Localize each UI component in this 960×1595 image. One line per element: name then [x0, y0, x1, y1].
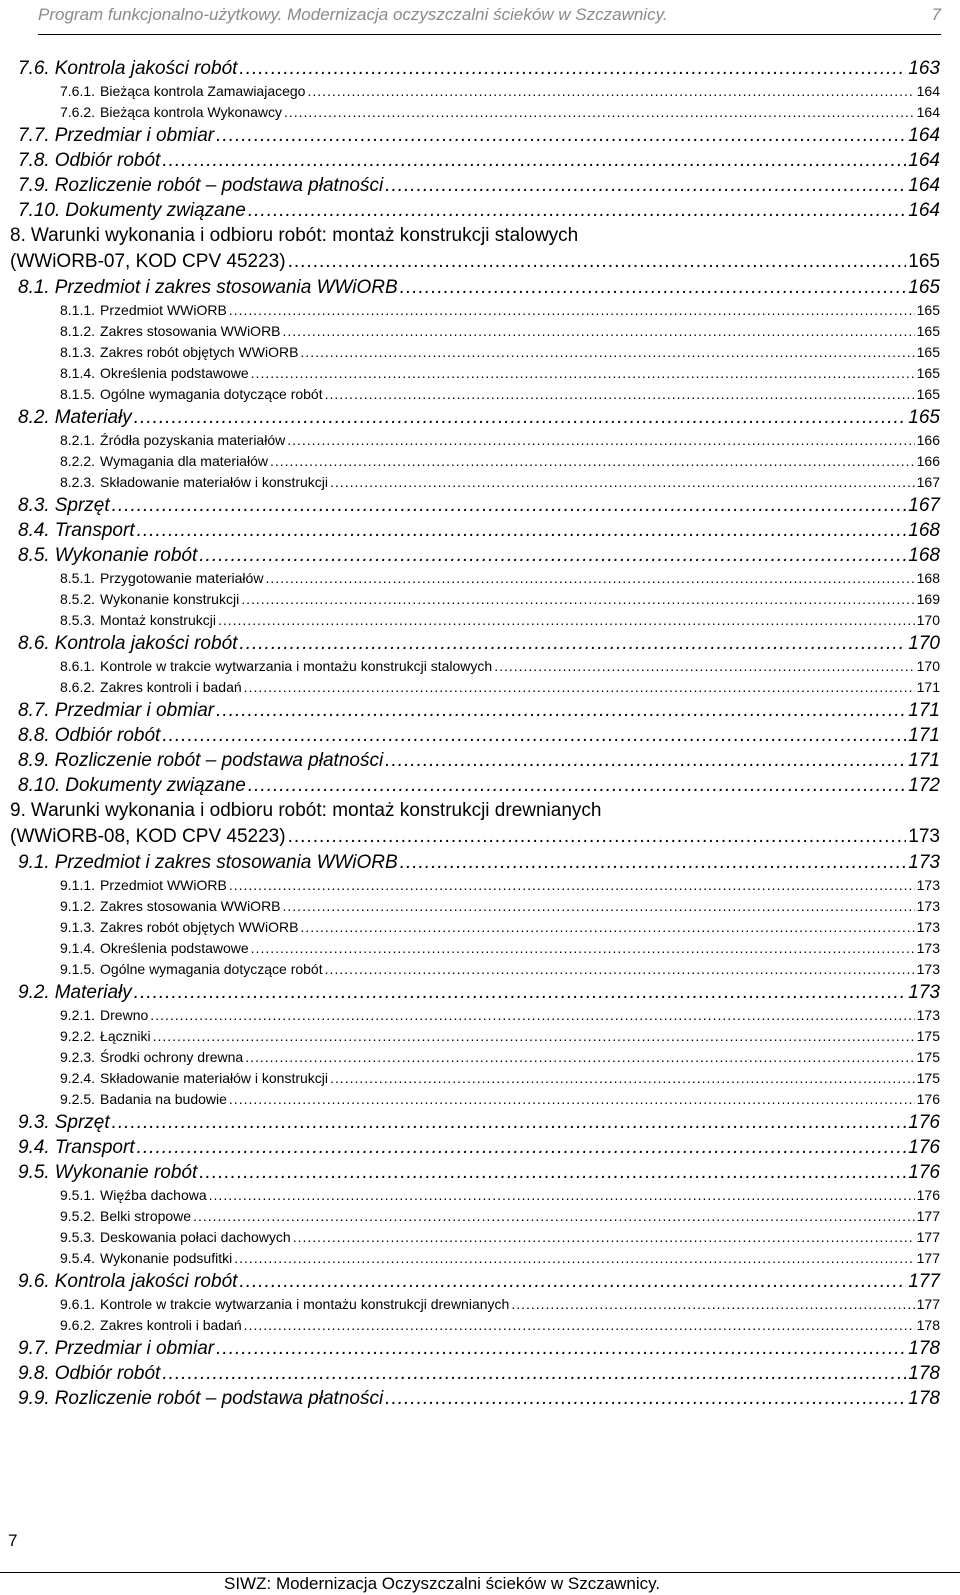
toc-entry[interactable] — [60, 940, 940, 956]
toc-entry-title: Ogólne wymagania dotyczące robót — [100, 386, 323, 402]
toc-entry-title: Wykonanie robót — [54, 545, 198, 566]
toc-entry-title: Składowanie materiałów i konstrukcji — [100, 474, 329, 490]
toc-entry-number: 9.2.1. — [60, 1007, 96, 1023]
toc-leader-dots — [244, 1317, 915, 1333]
toc-entry-title: Bieżąca kontrola Wykonawcy — [100, 104, 282, 120]
toc-entry[interactable] — [10, 826, 940, 848]
toc-entry-title: Przedmiar i obmiar — [54, 700, 215, 721]
toc-entry-page: 164 — [908, 175, 940, 196]
toc-leader-dots — [400, 277, 907, 299]
toc-entry-number: 7.6.2. — [60, 104, 96, 120]
toc-entry-title: Określenia podstawowe — [100, 365, 249, 381]
toc-entry[interactable] — [18, 545, 940, 567]
toc-entry-page: 171 — [908, 750, 940, 771]
toc-leader-dots — [162, 1363, 906, 1385]
toc-leader-dots — [283, 323, 915, 339]
toc-entry[interactable] — [60, 591, 940, 607]
toc-entry[interactable] — [18, 277, 940, 299]
toc-entry-title: Odbiór robót — [54, 1363, 161, 1384]
toc-entry-number: 8.5.3. — [60, 612, 96, 628]
toc-entry-number: 8.1.3. — [60, 344, 96, 360]
toc-leader-dots — [251, 940, 915, 956]
toc-leader-dots — [270, 453, 915, 469]
toc-entry-title: (WWiORB-08, KOD CPV 45223) — [10, 826, 286, 847]
toc-entry-page: 178 — [908, 1363, 940, 1384]
toc-leader-dots — [265, 570, 914, 586]
toc-entry-number: 8.6.1. — [60, 658, 96, 674]
toc-leader-dots — [199, 1162, 906, 1184]
toc-entry-title: Sprzęt — [54, 1112, 110, 1133]
toc-entry-page: 165 — [916, 344, 940, 360]
toc-entry-page: 172 — [908, 775, 940, 796]
toc-entry-title: Kontrola jakości robót — [54, 633, 238, 654]
toc-entry-page: 171 — [916, 679, 940, 695]
toc-entry-page: 176 — [908, 1137, 940, 1158]
toc-leader-dots — [239, 58, 906, 80]
toc-leader-dots — [229, 1091, 915, 1107]
toc-entry[interactable] — [60, 386, 940, 402]
toc-entry-page: 178 — [908, 1388, 940, 1409]
toc-entry-page: 170 — [908, 633, 940, 654]
toc-leader-dots — [248, 200, 906, 222]
toc-entry-number: 8.2.2. — [60, 453, 96, 469]
toc-entry-page: 173 — [916, 898, 940, 914]
toc-entry[interactable] — [60, 612, 940, 628]
toc-entry-title: Określenia podstawowe — [100, 940, 249, 956]
toc-entry-number: 9. — [10, 800, 26, 821]
toc-entry-title: Zakres robót objętych WWiORB — [100, 344, 299, 360]
toc-entry-number: 8.10. — [18, 775, 61, 796]
toc-entry[interactable] — [60, 1250, 940, 1266]
toc-entry-page: 173 — [908, 982, 940, 1003]
toc-entry-page: 165 — [908, 251, 940, 272]
toc-entry-number: 8.1.4. — [60, 365, 96, 381]
toc-entry-title: Montaż konstrukcji — [100, 612, 216, 628]
footer-page-number: 7 — [8, 1531, 18, 1550]
toc-entry-title: Zakres kontroli i badań — [100, 679, 242, 695]
toc-entry-page: 165 — [916, 365, 940, 381]
toc-entry-title: Deskowania połaci dachowych — [100, 1229, 291, 1245]
toc-entry-page: 164 — [908, 150, 940, 171]
toc-leader-dots — [218, 612, 915, 628]
toc-entry-title: Badania na budowie — [100, 1091, 227, 1107]
toc-leader-dots — [162, 150, 906, 172]
toc-entry[interactable] — [10, 251, 940, 273]
toc-entry-title: Środki ochrony drewna — [100, 1049, 244, 1065]
toc-leader-dots — [234, 1250, 914, 1266]
toc-entry-title: Ogólne wymagania dotyczące robót — [100, 961, 323, 977]
toc-entry-page: 170 — [916, 658, 940, 674]
toc-entry[interactable] — [60, 474, 940, 490]
toc-leader-dots — [112, 495, 907, 517]
toc-entry-number: 9.4. — [18, 1137, 50, 1158]
toc-entry-number: 8.3. — [18, 495, 50, 516]
toc-leader-dots — [330, 1070, 915, 1086]
toc-entry[interactable] — [60, 1028, 940, 1044]
toc-leader-dots — [248, 775, 906, 797]
toc-entry-number: 9.1.2. — [60, 898, 96, 914]
toc-entry-page: 177 — [916, 1229, 940, 1245]
toc-entry[interactable] — [60, 323, 940, 339]
toc-entry-number: 8.1.1. — [60, 302, 96, 318]
toc-entry-title: Wymagania dla materiałów — [100, 453, 268, 469]
toc-entry-number: 9.5.1. — [60, 1187, 96, 1203]
toc-entry-page: 165 — [908, 277, 940, 298]
toc-entry-title: Przedmiar i obmiar — [54, 125, 215, 146]
toc-entry-number: 9.6. — [18, 1271, 50, 1292]
toc-entry-number: 7.6. — [18, 58, 50, 79]
toc-entry-number: 8.5.1. — [60, 570, 96, 586]
toc-leader-dots — [251, 365, 915, 381]
toc-entry[interactable] — [60, 1091, 940, 1107]
toc-entry[interactable] — [18, 1137, 940, 1159]
toc-entry[interactable] — [18, 633, 940, 655]
toc-entry-title: Zakres stosowania WWiORB — [100, 898, 281, 914]
toc-entry[interactable] — [18, 1363, 940, 1385]
toc-leader-dots — [134, 407, 907, 429]
toc-entry-number: 8.9. — [18, 750, 50, 771]
toc-entry-title: Przedmiot i zakres stosowania WWiORB — [54, 852, 398, 873]
toc-entry-number: 7.10. — [18, 200, 61, 221]
toc-entry-number: 9.1.4. — [60, 940, 96, 956]
toc-entry[interactable] — [18, 1388, 940, 1410]
toc-leader-dots — [300, 344, 914, 360]
toc-entry-page: 173 — [908, 852, 940, 873]
toc-entry[interactable] — [18, 1271, 940, 1293]
toc-leader-dots — [153, 1028, 915, 1044]
toc-leader-dots — [209, 1187, 915, 1203]
toc-entry-page: 175 — [916, 1049, 940, 1065]
toc-entry-page: 176 — [908, 1112, 940, 1133]
toc-leader-dots — [293, 1229, 915, 1245]
toc-entry-page: 168 — [916, 570, 940, 586]
toc-entry-title: Rozliczenie robót – podstawa płatności — [54, 750, 384, 771]
toc-entry-page: 177 — [916, 1250, 940, 1266]
toc-entry-page: 169 — [916, 591, 940, 607]
toc-entry-page: 165 — [916, 386, 940, 402]
toc-entry-page: 171 — [908, 725, 940, 746]
toc-entry-title: Zakres kontroli i badań — [100, 1317, 242, 1333]
toc-entry-number: 8.6. — [18, 633, 50, 654]
toc-entry[interactable] — [10, 800, 601, 822]
toc-entry[interactable] — [60, 1187, 940, 1203]
toc-entry-title: Przedmiar i obmiar — [54, 1338, 215, 1359]
toc-leader-dots — [216, 700, 906, 722]
toc-leader-dots — [229, 302, 915, 318]
toc-leader-dots — [216, 125, 906, 147]
toc-entry-page: 177 — [916, 1296, 940, 1312]
toc-entry-title: Drewno — [100, 1007, 149, 1023]
toc-entry-number: 9.5.2. — [60, 1208, 96, 1224]
toc-entry-page: 173 — [916, 961, 940, 977]
toc-entry-number: 8.1. — [18, 277, 50, 298]
toc-entry-title: Dokumenty związane — [65, 200, 246, 221]
toc-entry-page: 167 — [916, 474, 940, 490]
toc-entry-title: Zakres robót objętych WWiORB — [100, 919, 299, 935]
toc-entry-title: Kontrole w trakcie wytwarzania i montażu konstrukcji drewnianych — [100, 1296, 510, 1312]
toc-leader-dots — [244, 679, 915, 695]
toc-entry-title: Belki stropowe — [100, 1208, 192, 1224]
toc-entry[interactable] — [60, 679, 940, 695]
toc-entry-number: 9.2.5. — [60, 1091, 96, 1107]
toc-leader-dots — [400, 852, 907, 874]
toc-entry-page: 176 — [916, 1091, 940, 1107]
toc-leader-dots — [216, 1338, 906, 1360]
toc-entry-number: 9.5.3. — [60, 1229, 96, 1245]
toc-entry-page: 163 — [908, 58, 940, 79]
toc-leader-dots — [385, 175, 906, 197]
toc-entry[interactable] — [60, 877, 940, 893]
toc-entry-title: Kontrola jakości robót — [54, 58, 238, 79]
toc-entry-number: 9.2.2. — [60, 1028, 96, 1044]
toc-entry[interactable] — [10, 225, 578, 247]
toc-entry-number: 9.2.4. — [60, 1070, 96, 1086]
toc-entry-page: 168 — [908, 545, 940, 566]
toc-entry[interactable] — [18, 495, 940, 517]
toc-entry-title: Materiały — [54, 407, 132, 428]
toc-entry-title: Bieżąca kontrola Zamawiajacego — [100, 83, 306, 99]
toc-leader-dots — [134, 982, 907, 1004]
toc-entry[interactable] — [60, 898, 940, 914]
toc-entry-number: 9.2.3. — [60, 1049, 96, 1065]
toc-entry-page: 176 — [908, 1162, 940, 1183]
toc-entry-page: 170 — [916, 612, 940, 628]
toc-entry[interactable] — [18, 1162, 940, 1184]
toc-entry[interactable] — [18, 750, 940, 772]
toc-entry-page: 173 — [916, 940, 940, 956]
toc-entry-page: 175 — [916, 1028, 940, 1044]
header-title: Program funkcjonalno-użytkowy. Modernizacja oczyszczalni ścieków w Szczawnicy. — [38, 5, 668, 24]
toc-entry[interactable] — [60, 1007, 940, 1023]
toc-leader-dots — [511, 1296, 914, 1312]
toc-entry[interactable] — [60, 1296, 940, 1312]
toc-entry-title: Wykonanie konstrukcji — [100, 591, 240, 607]
toc-leader-dots — [494, 658, 914, 674]
toc-entry-number: 8.5. — [18, 545, 50, 566]
toc-entry-number: 8.6.2. — [60, 679, 96, 695]
toc-entry-title: Kontrole w trakcie wytwarzania i montażu konstrukcji stalowych — [100, 658, 493, 674]
toc-entry[interactable] — [60, 302, 940, 318]
toc-leader-dots — [137, 1137, 907, 1159]
toc-entry-number: 8.4. — [18, 520, 50, 541]
header-page-number: 7 — [931, 5, 941, 24]
toc-entry-number: 9.1.1. — [60, 877, 96, 893]
toc-entry-number: 7.7. — [18, 125, 50, 146]
toc-entry-number: 8.7. — [18, 700, 50, 721]
toc-entry-title: Przedmiot i zakres stosowania WWiORB — [54, 277, 398, 298]
toc-leader-dots — [300, 919, 914, 935]
toc-entry-page: 164 — [908, 200, 940, 221]
toc-entry-title: Kontrola jakości robót — [54, 1271, 238, 1292]
toc-leader-dots — [325, 961, 915, 977]
toc-leader-dots — [385, 750, 906, 772]
toc-entry-title: Dokumenty związane — [65, 775, 246, 796]
toc-entry-page: 165 — [916, 302, 940, 318]
toc-leader-dots — [330, 474, 915, 490]
toc-entry[interactable] — [18, 775, 940, 797]
footer-divider — [0, 1572, 960, 1573]
toc-entry-title: Rozliczenie robót – podstawa płatności — [54, 1388, 384, 1409]
toc-entry-title: Przygotowanie materiałów — [100, 570, 264, 586]
toc-entry-page: 168 — [908, 520, 940, 541]
toc-entry-title: (WWiORB-07, KOD CPV 45223) — [10, 251, 286, 272]
toc-leader-dots — [199, 545, 906, 567]
toc-entry-number: 9.5.4. — [60, 1250, 96, 1266]
toc-entry-number: 9.7. — [18, 1338, 50, 1359]
toc-entry-page: 164 — [908, 125, 940, 146]
toc-entry[interactable] — [60, 658, 940, 674]
toc-entry-title: Więźba dachowa — [100, 1187, 207, 1203]
toc-entry-page: 175 — [916, 1070, 940, 1086]
toc-entry-title: Warunki wykonania i odbioru robót: montaż konstrukcji drewnianych — [30, 800, 602, 821]
toc-leader-dots — [284, 104, 915, 120]
toc-entry-title: Przedmiot WWiORB — [100, 877, 227, 893]
toc-leader-dots — [325, 386, 915, 402]
toc-leader-dots — [239, 1271, 906, 1293]
toc-entry[interactable] — [18, 150, 940, 172]
toc-entry-number: 8.1.2. — [60, 323, 96, 339]
toc-leader-dots — [307, 83, 914, 99]
toc-entry-number: 8. — [10, 225, 26, 246]
toc-entry-number: 8.5.2. — [60, 591, 96, 607]
toc-entry-page: 164 — [916, 104, 940, 120]
toc-entry-number: 9.9. — [18, 1388, 50, 1409]
toc-leader-dots — [288, 251, 907, 273]
toc-entry-title: Źródła pozyskania materiałów — [100, 432, 286, 448]
toc-entry-number: 9.2. — [18, 982, 50, 1003]
toc-leader-dots — [112, 1112, 907, 1134]
toc-entry[interactable] — [60, 1208, 940, 1224]
toc-entry[interactable] — [60, 432, 940, 448]
toc-leader-dots — [229, 877, 915, 893]
toc-entry[interactable] — [60, 1229, 940, 1245]
toc-entry-page: 177 — [916, 1208, 940, 1224]
toc-entry-page: 173 — [916, 1007, 940, 1023]
toc-entry-page: 164 — [916, 83, 940, 99]
toc-entry[interactable] — [60, 1049, 940, 1065]
toc-entry-number: 8.1.5. — [60, 386, 96, 402]
toc-leader-dots — [288, 826, 907, 848]
page-header — [38, 0, 941, 35]
toc-entry[interactable] — [60, 453, 940, 469]
toc-leader-dots — [241, 591, 914, 607]
toc-entry-title: Warunki wykonania i odbioru robót: montaż konstrukcji stalowych — [30, 225, 579, 246]
toc-entry[interactable] — [60, 961, 940, 977]
toc-entry-title: Sprzęt — [54, 495, 110, 516]
toc-entry-number: 9.6.1. — [60, 1296, 96, 1312]
toc-entry-number: 7.9. — [18, 175, 50, 196]
toc-entry[interactable] — [60, 365, 940, 381]
toc-entry[interactable] — [18, 982, 940, 1004]
toc-entry[interactable] — [60, 570, 940, 586]
toc-entry-number: 7.8. — [18, 150, 50, 171]
toc-leader-dots — [385, 1388, 906, 1410]
toc-entry-number: 9.1.3. — [60, 919, 96, 935]
footer-text: SIWZ: Modernizacja Oczyszczalni ścieków w Szczawnicy. — [224, 1574, 661, 1593]
toc-entry-page: 166 — [916, 453, 940, 469]
toc-entry-page: 167 — [908, 495, 940, 516]
toc-leader-dots — [150, 1007, 914, 1023]
toc-entry-page: 178 — [908, 1338, 940, 1359]
toc-entry-number: 9.1. — [18, 852, 50, 873]
toc-entry[interactable] — [18, 407, 940, 429]
toc-entry-number: 9.1.5. — [60, 961, 96, 977]
toc-leader-dots — [283, 898, 915, 914]
toc-entry-number: 8.2.3. — [60, 474, 96, 490]
toc-entry-page: 173 — [916, 919, 940, 935]
toc-entry-page: 173 — [908, 826, 940, 847]
toc-entry[interactable] — [60, 1070, 940, 1086]
toc-entry-number: 7.6.1. — [60, 83, 96, 99]
toc-entry-page: 165 — [908, 407, 940, 428]
toc-entry-title: Zakres stosowania WWiORB — [100, 323, 281, 339]
toc-entry-page: 166 — [916, 432, 940, 448]
toc-entry-number: 9.6.2. — [60, 1317, 96, 1333]
toc-entry[interactable] — [18, 1338, 940, 1360]
toc-entry-number: 9.5. — [18, 1162, 50, 1183]
toc-leader-dots — [287, 432, 914, 448]
toc-entry-title: Rozliczenie robót – podstawa płatności — [54, 175, 384, 196]
toc-entry[interactable] — [60, 1317, 940, 1333]
toc-entry[interactable] — [18, 200, 940, 222]
toc-entry[interactable] — [60, 83, 940, 99]
toc-entry[interactable] — [18, 58, 940, 80]
toc-leader-dots — [137, 520, 907, 542]
toc-entry-page: 176 — [916, 1187, 940, 1203]
toc-entry[interactable] — [18, 700, 940, 722]
toc-entry[interactable] — [60, 919, 940, 935]
toc-entry-title: Transport — [54, 520, 135, 541]
toc-entry[interactable] — [60, 344, 940, 360]
toc-entry[interactable] — [18, 520, 940, 542]
toc-entry-title: Materiały — [54, 982, 132, 1003]
toc-entry-title: Wykonanie robót — [54, 1162, 198, 1183]
toc-entry-page: 177 — [908, 1271, 940, 1292]
toc-leader-dots — [162, 725, 906, 747]
toc-entry[interactable] — [18, 175, 940, 197]
toc-entry-number: 8.2.1. — [60, 432, 96, 448]
toc-entry-page: 173 — [916, 877, 940, 893]
toc-entry[interactable] — [18, 725, 940, 747]
toc-entry[interactable] — [18, 852, 940, 874]
toc-entry-title: Łączniki — [100, 1028, 151, 1044]
toc-entry-title: Odbiór robót — [54, 725, 161, 746]
toc-entry-page: 171 — [908, 700, 940, 721]
toc-entry[interactable] — [60, 104, 940, 120]
toc-entry[interactable] — [18, 125, 940, 147]
toc-entry[interactable] — [18, 1112, 940, 1134]
toc-entry-title: Transport — [54, 1137, 135, 1158]
toc-leader-dots — [245, 1049, 914, 1065]
toc-entry-number: 9.8. — [18, 1363, 50, 1384]
toc-entry-title: Składowanie materiałów i konstrukcji — [100, 1070, 329, 1086]
toc-entry-title: Odbiór robót — [54, 150, 161, 171]
toc-leader-dots — [193, 1208, 915, 1224]
toc-entry-number: 8.2. — [18, 407, 50, 428]
toc-entry-number: 9.3. — [18, 1112, 50, 1133]
toc-entry-title: Przedmiot WWiORB — [100, 302, 227, 318]
toc-entry-page: 178 — [916, 1317, 940, 1333]
toc-leader-dots — [239, 633, 906, 655]
toc-entry-title: Wykonanie podsufitki — [100, 1250, 233, 1266]
toc-entry-page: 165 — [916, 323, 940, 339]
toc-entry-number: 8.8. — [18, 725, 50, 746]
